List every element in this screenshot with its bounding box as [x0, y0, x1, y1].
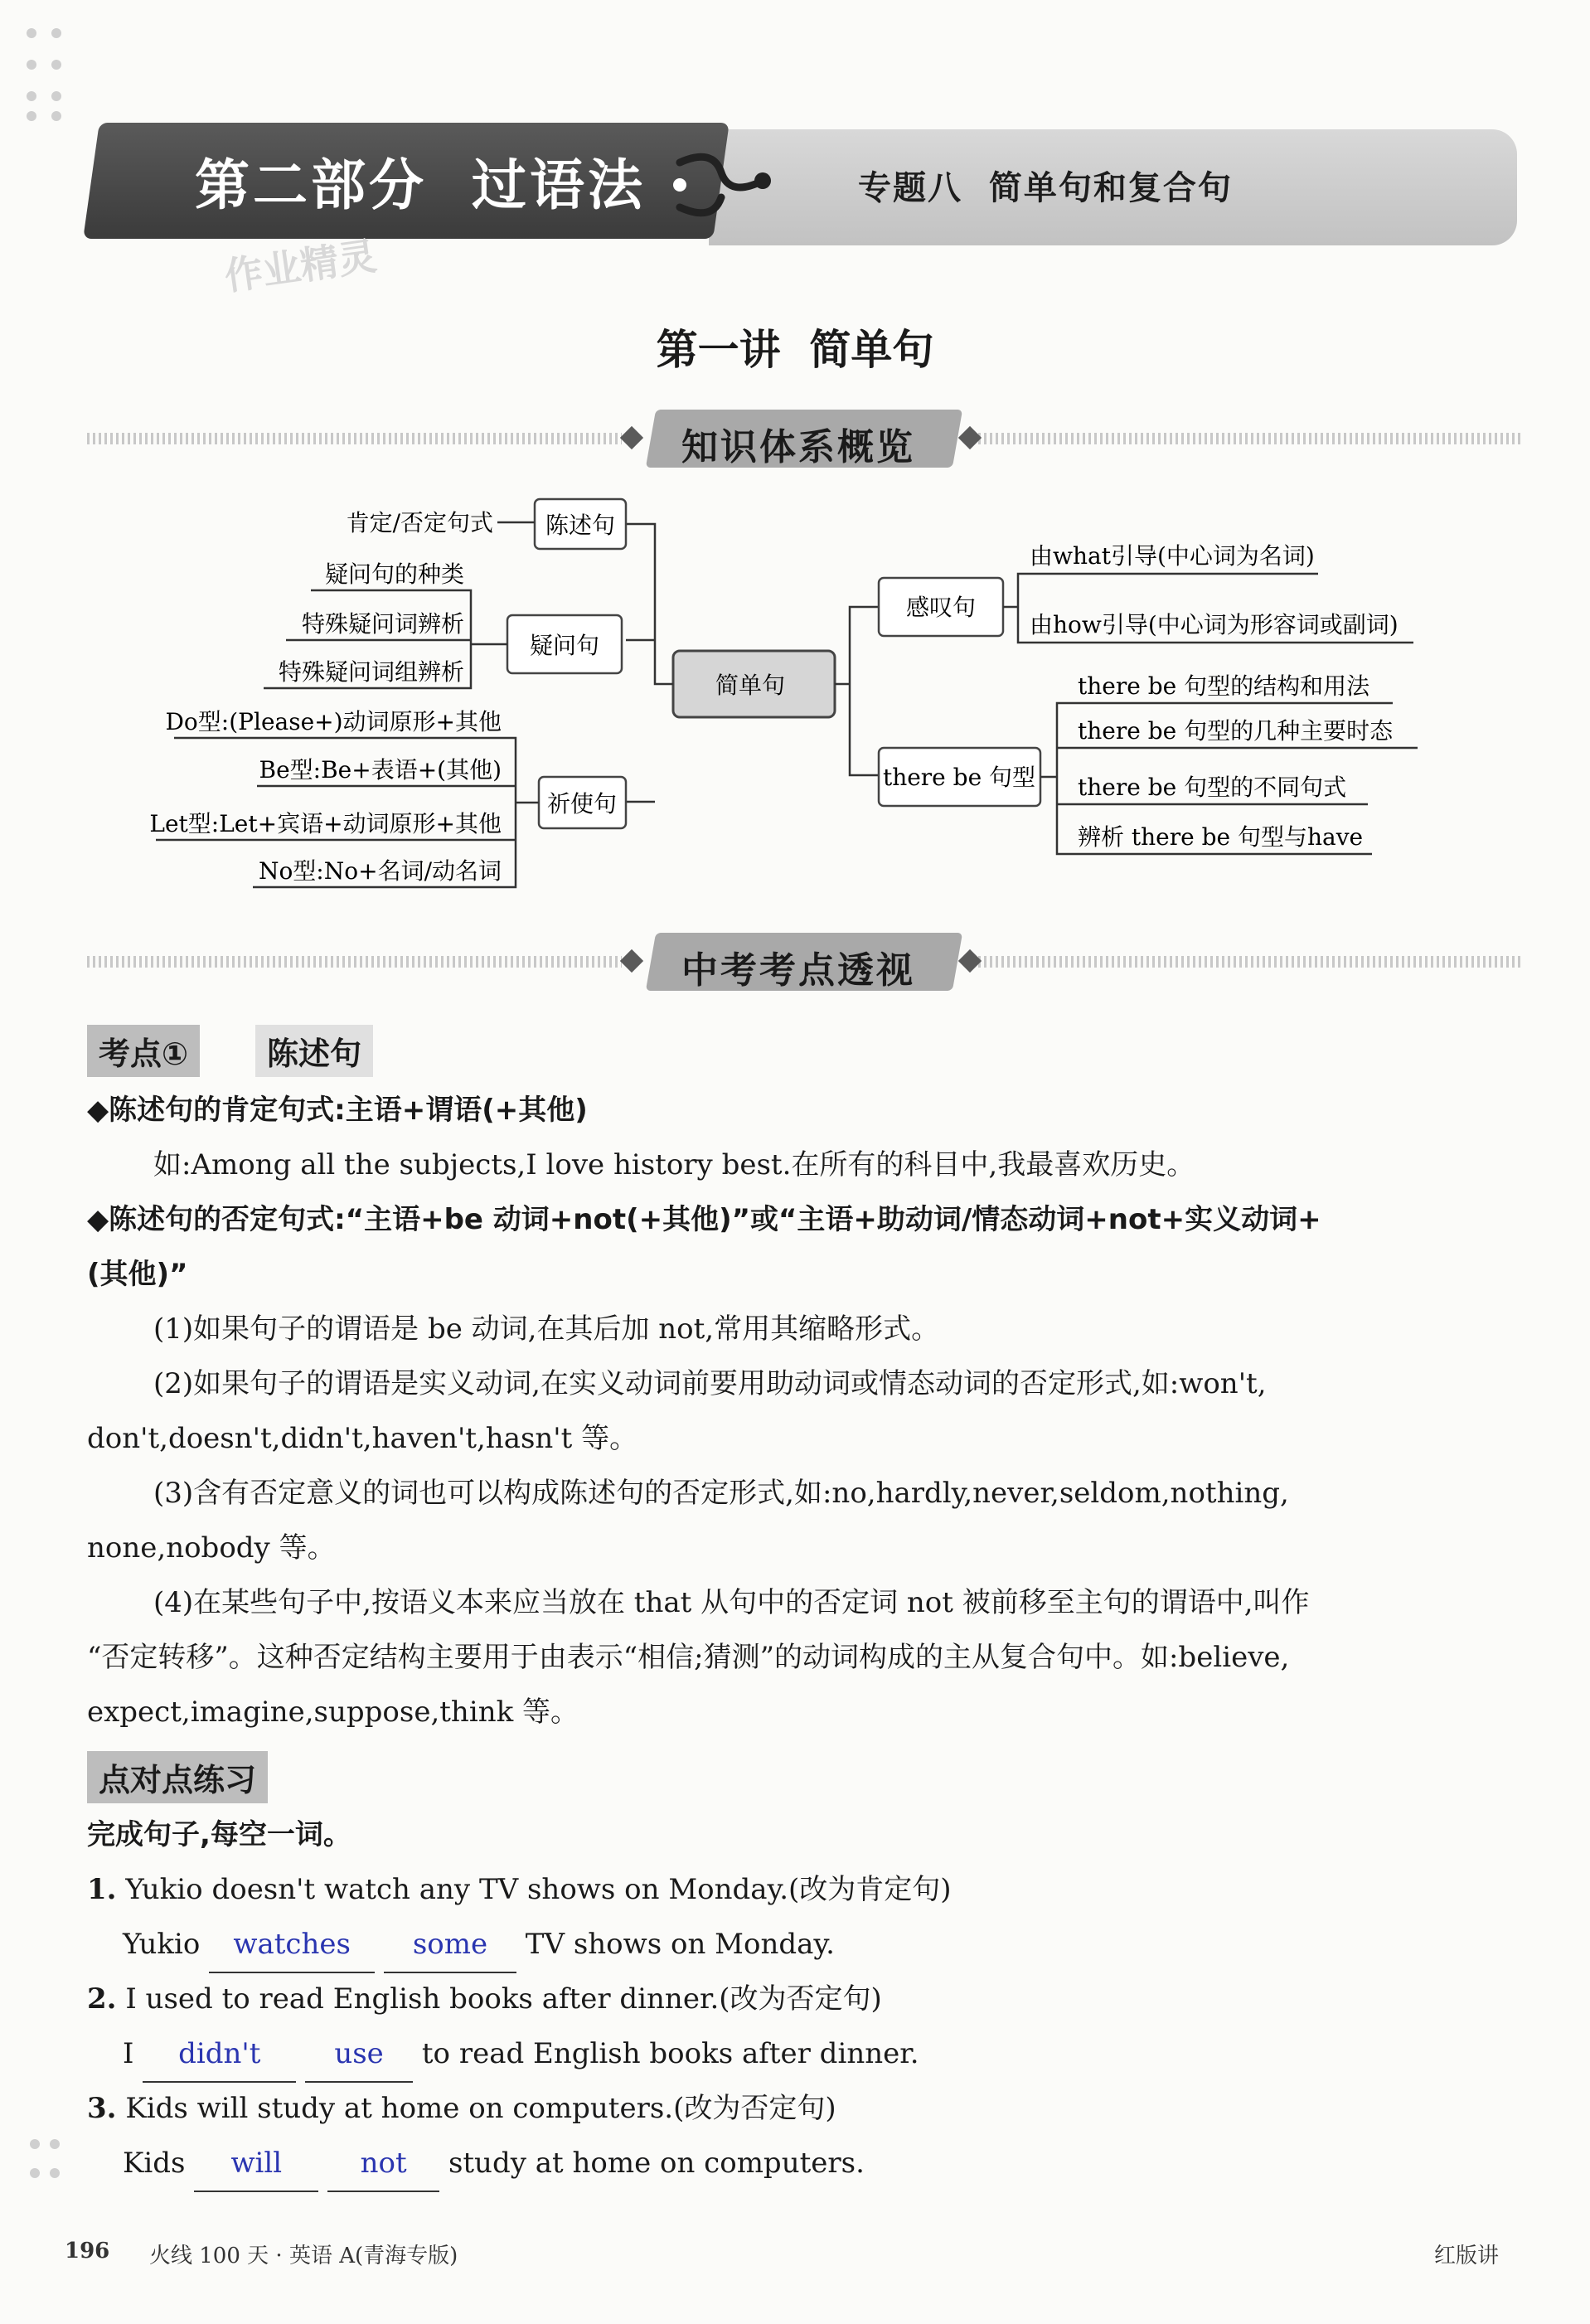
point-tag: 考点①: [87, 1025, 200, 1077]
practice-instruction: 完成句子,每空一词。: [87, 1818, 351, 1851]
mindmap-there-be-item: there be 句型的几种主要时态: [1078, 717, 1394, 745]
answer-suffix: to read English books after dinner.: [421, 2037, 919, 2070]
mindmap-there-be-item: there be 句型的不同句式: [1078, 774, 1347, 801]
section-divider: [87, 433, 622, 444]
diamond-icon: [958, 949, 982, 973]
question-1: [87, 1862, 952, 1917]
mindmap-declarative-label: 陈述句: [545, 512, 616, 539]
affirmative-rule: ◆陈述句的肯定句式:主语+谓语(+其他): [87, 1094, 588, 1127]
mindmap-declarative-item: 肯定/否定句式: [346, 509, 493, 536]
diamond-icon: [958, 426, 982, 449]
mindmap-there-be-item: there be 句型的结构和用法: [1078, 672, 1370, 700]
note-item: expect,imagine,suppose,think 等。: [87, 1696, 579, 1729]
answer-blank[interactable]: some: [384, 1917, 516, 1973]
mindmap-exclamatory-label: 感叹句: [905, 594, 977, 621]
mind-map: [0, 481, 1590, 912]
answer-line-1: [123, 1917, 835, 1973]
answer-blank[interactable]: didn't: [143, 2026, 296, 2083]
section-divider: [978, 956, 1521, 968]
question-text: Kids will study at home on computers.(改为否定句): [125, 2092, 836, 2125]
diamond-icon: [620, 426, 643, 449]
question-2: [87, 1972, 882, 2026]
topic-title: 专题八 简单句和复合句: [858, 169, 1233, 207]
answer-suffix: TV shows on Monday.: [525, 1928, 835, 1961]
answer-blank[interactable]: watches: [209, 1917, 375, 1973]
mindmap-interrogative-label: 疑问句: [529, 632, 600, 659]
answer-suffix: study at home on computers.: [448, 2147, 865, 2180]
question-text: I used to read English books after dinner.(改为否定句): [125, 1982, 882, 2016]
affirmative-example: 如:Among all the subjects,I love history best.在所有的科目中,我最喜欢历史。: [153, 1148, 1195, 1181]
mindmap-imperative-item: Let型:Let+宾语+动词原形+其他: [149, 810, 502, 837]
mindmap-there-be-item: 辨析 there be 句型与have: [1078, 823, 1364, 851]
answer-blank[interactable]: not: [327, 2136, 439, 2192]
section-divider: [87, 956, 622, 968]
mindmap-imperative-item: No型:No+名词/动名词: [258, 857, 502, 885]
answer-prefix: Yukio: [123, 1928, 201, 1961]
book-title: 火线 100 天 · 英语 A(青海专版): [149, 2244, 458, 2268]
note-item: (1)如果句子的谓语是 be 动词,在其后加 not,常用其缩略形式。: [153, 1312, 940, 1346]
section-divider: [978, 433, 1521, 444]
mindmap-there-be-label: there be 句型: [882, 764, 1036, 791]
practice-tag: 点对点练习: [87, 1751, 268, 1803]
answer-blank[interactable]: will: [194, 2136, 318, 2192]
note-item: (4)在某些句子中,按语义本来应当放在 that 从句中的否定词 not 被前移至主句的谓语中,叫作: [153, 1586, 1310, 1619]
section-focus-title: 中考考点透视: [681, 949, 915, 992]
note-item: (3)含有否定意义的词也可以构成陈述句的否定形式,如:no,hardly,never,seldom,nothing,: [153, 1477, 1289, 1510]
question-number: 1.: [87, 1873, 117, 1906]
question-number: 3.: [87, 2092, 117, 2125]
note-item: don't,doesn't,didn't,haven't,hasn't 等。: [87, 1422, 638, 1455]
answer-line-3: [123, 2136, 865, 2192]
note-item: “否定转移”。这种否定结构主要用于由表示“相信;猜测”的动词构成的主从复合句中。如:believe,: [87, 1641, 1290, 1674]
mindmap-exclamatory-item: 由how引导(中心词为形容词或副词): [1030, 611, 1399, 638]
answer-prefix: Kids: [123, 2147, 186, 2180]
watermark: 作业精灵: [221, 233, 380, 299]
diamond-icon: [620, 949, 643, 973]
negative-rule: ◆陈述句的否定句式:“主语+be 动词+not(+其他)”或“主语+助动词/情态动词+not+实义动词+: [87, 1203, 1321, 1236]
corner-dots-bottom: [0, 2123, 75, 2222]
edition-label: 红版讲: [1434, 2244, 1500, 2268]
lecture-title: 第一讲 简单句: [656, 325, 934, 374]
page-number: 196: [65, 2239, 110, 2263]
corner-dots: [0, 0, 75, 124]
note-item: (2)如果句子的谓语是实义动词,在实义动词前要用助动词或情态动词的否定形式,如:won't,: [153, 1367, 1267, 1400]
negative-rule-cont: (其他)”: [87, 1258, 188, 1291]
question-text: Yukio doesn't watch any TV shows on Monday.(改为肯定句): [125, 1873, 952, 1906]
note-item: none,nobody 等。: [87, 1531, 336, 1565]
mindmap-imperative-item: Do型:(Please+)动词原形+其他: [165, 708, 502, 735]
mindmap-imperative-item: Be型:Be+表语+(其他): [259, 756, 502, 784]
mindmap-interrogative-item: 特殊疑问词辨析: [301, 610, 464, 638]
mindmap-center-label: 简单句: [715, 672, 786, 699]
question-3: [87, 2081, 836, 2136]
answer-line-2: [123, 2026, 919, 2083]
answer-blank[interactable]: use: [305, 2026, 413, 2083]
question-number: 2.: [87, 1982, 117, 2016]
mindmap-exclamatory-item: 由what引导(中心词为名词): [1030, 542, 1315, 570]
mindmap-interrogative-item: 疑问句的种类: [324, 560, 464, 588]
part-title: 第二部分 过语法: [195, 153, 646, 217]
mindmap-interrogative-item: 特殊疑问词组辨析: [278, 658, 464, 686]
section-overview-title: 知识体系概览: [681, 426, 915, 468]
answer-prefix: I: [123, 2037, 134, 2070]
mindmap-imperative-label: 祈使句: [546, 790, 618, 818]
hook-decoration-icon: [663, 148, 771, 222]
point-title: 陈述句: [255, 1025, 373, 1077]
